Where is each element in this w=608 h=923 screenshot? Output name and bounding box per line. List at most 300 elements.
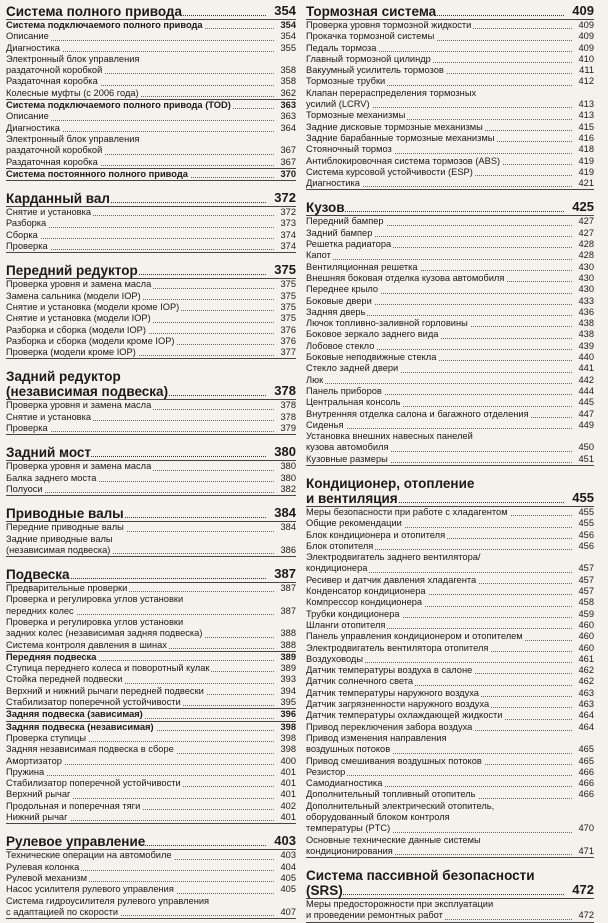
toc-section — [6, 369, 296, 435]
entry-page-number: 430 — [578, 284, 594, 295]
toc-entry[interactable] — [306, 262, 594, 273]
entry-label: Педаль тормоза — [306, 42, 377, 53]
toc-entry[interactable] — [306, 329, 594, 340]
entry-label: Диагностика — [306, 178, 360, 189]
entry-label: Переднее крыло — [306, 284, 379, 295]
entry-label: Снятие и установка (модели кроме IOP) — [6, 301, 180, 312]
toc-entry[interactable] — [6, 907, 296, 918]
entry-label: Центральная консоль — [306, 397, 401, 408]
entry-label: Главный тормозной цилиндр — [306, 53, 431, 64]
toc-entry[interactable] — [306, 228, 594, 239]
entry-label: Рулевой механизм — [6, 872, 88, 883]
toc-entry[interactable] — [6, 279, 296, 290]
toc-entry[interactable] — [306, 530, 594, 541]
toc-entry[interactable] — [6, 896, 296, 907]
entry-label: кузова автомобиля — [306, 442, 389, 453]
section-page-number: 384 — [274, 505, 296, 521]
entry-label: Электронный блок управления — [6, 53, 140, 64]
entry-label: Дополнительный электрический отопитель, — [306, 800, 495, 811]
entry-label: Снятие и установка — [6, 207, 92, 218]
entry-page-number: 363 — [280, 111, 296, 122]
toc-entry[interactable] — [306, 631, 594, 642]
entry-label: Блок кондиционера и отопителя — [306, 529, 446, 540]
toc-subsection-entry[interactable] — [6, 168, 296, 180]
section-title[interactable]: Тормозная система 409 — [306, 3, 594, 19]
entry-page-number: 438 — [578, 329, 594, 340]
toc-entry[interactable] — [6, 873, 296, 884]
toc-entry[interactable] — [306, 654, 594, 665]
toc-subsection-entry[interactable] — [6, 708, 296, 720]
toc-entry[interactable] — [306, 397, 594, 408]
toc-entry[interactable] — [306, 552, 594, 563]
toc-entry[interactable] — [6, 617, 296, 628]
entry-label: оборудованный блоком контроля — [306, 812, 450, 822]
entry-page-number: 428 — [578, 250, 594, 261]
section-title[interactable]: Система полного привода 354 — [6, 3, 296, 19]
entry-page-number: 472 — [578, 910, 594, 921]
toc-entry[interactable] — [306, 363, 594, 374]
entry-page-number: 374 — [280, 241, 296, 252]
toc-entry[interactable] — [6, 111, 296, 122]
toc-column-right — [306, 4, 594, 923]
toc-entry[interactable] — [306, 156, 594, 167]
toc-section — [6, 191, 296, 253]
entry-label: Сборка — [6, 229, 38, 240]
toc-entry[interactable] — [306, 239, 594, 250]
entry-page-number: 450 — [578, 442, 594, 453]
toc-entry[interactable] — [306, 609, 594, 620]
toc-section — [6, 834, 296, 919]
toc-entry[interactable] — [306, 586, 594, 597]
toc-entry[interactable] — [6, 347, 296, 358]
section-page-number: 378 — [274, 383, 296, 399]
toc-column-left — [6, 4, 296, 919]
entry-page-number: 444 — [578, 385, 594, 396]
toc-entry[interactable] — [6, 744, 296, 755]
entry-label: Кузовные размеры — [306, 453, 388, 464]
entry-label: Внутренняя отделка салона и багажного отделения — [306, 408, 529, 419]
entry-page-number: 449 — [578, 419, 594, 430]
toc-subsection-entry[interactable] — [6, 20, 296, 31]
toc-subsection-entry[interactable] — [6, 721, 296, 733]
section-title[interactable]: Рулевое управление 403 — [6, 833, 296, 850]
toc-entry[interactable] — [6, 134, 296, 145]
toc-entry[interactable] — [6, 88, 296, 99]
entry-page-number: 460 — [578, 619, 594, 630]
toc-entry[interactable] — [6, 207, 296, 218]
toc-entry[interactable] — [306, 167, 594, 178]
entry-page-number: 380 — [280, 461, 296, 472]
entry-page-number: 401 — [280, 812, 296, 823]
entry-page-number: 404 — [280, 861, 296, 872]
entry-page-number: 378 — [280, 400, 296, 411]
toc-entry[interactable] — [306, 88, 594, 99]
toc-entry[interactable] — [306, 899, 594, 910]
section-title[interactable]: Приводные валы 384 — [6, 505, 296, 522]
toc-entry[interactable] — [6, 43, 296, 54]
section-page-number: 387 — [274, 566, 296, 582]
entry-page-number: 389 — [280, 663, 296, 674]
toc-entry[interactable] — [306, 643, 594, 654]
toc-entry[interactable] — [306, 122, 594, 133]
entry-label: Привод переключения забора воздуха — [306, 721, 473, 732]
toc-entry[interactable] — [6, 218, 296, 229]
entry-label: Система подключаемого полного привода (TOD) — [6, 100, 231, 111]
toc-entry[interactable] — [6, 291, 296, 302]
toc-entry[interactable] — [306, 284, 594, 295]
toc-entry[interactable] — [306, 620, 594, 631]
toc-entry[interactable] — [306, 178, 594, 189]
toc-entry[interactable] — [306, 133, 594, 144]
toc-entry[interactable] — [6, 241, 296, 252]
section-page-number: 455 — [572, 489, 594, 505]
entry-label: Меры безопасности при работе с хладагентом — [306, 506, 508, 517]
entry-page-number: 412 — [578, 76, 594, 87]
entry-label: Датчик солнечного света — [306, 676, 414, 687]
entry-label: Ресивер и датчик давления хладагента — [306, 574, 477, 585]
entry-page-number: 393 — [280, 674, 296, 685]
entry-page-number: 395 — [280, 697, 296, 708]
entry-page-number: 386 — [280, 544, 296, 555]
entry-page-number: 362 — [280, 87, 296, 98]
entry-page-number: 410 — [578, 53, 594, 64]
toc-entry[interactable] — [6, 54, 296, 65]
toc-entry[interactable] — [6, 789, 296, 800]
entry-label: температуры (PTC) — [306, 823, 391, 834]
toc-entry[interactable] — [306, 846, 594, 857]
toc-entry[interactable] — [6, 325, 296, 336]
entry-label: Разборка и сборка (модели IOP) — [6, 324, 146, 335]
toc-entry[interactable] — [6, 812, 296, 823]
entry-page-number: 460 — [578, 642, 594, 653]
toc-entry[interactable] — [6, 400, 296, 411]
section-title[interactable]: Задний редуктор — [6, 369, 121, 385]
section-page-number: 472 — [572, 882, 594, 898]
toc-entry[interactable] — [306, 575, 594, 586]
toc-entry[interactable] — [306, 318, 594, 329]
toc-entry[interactable] — [6, 522, 296, 533]
toc-entry[interactable] — [6, 423, 296, 434]
entry-label: Резистор — [306, 766, 346, 777]
toc-entry[interactable] — [6, 756, 296, 767]
entry-label: Раздаточная коробка — [6, 156, 98, 167]
toc-entry[interactable] — [6, 801, 296, 812]
section-page-number: 403 — [274, 833, 296, 849]
entry-label: Описание — [6, 31, 49, 42]
toc-entry[interactable] — [6, 697, 296, 708]
toc-entry[interactable] — [306, 454, 594, 465]
entry-label: Лобовое стекло — [306, 340, 375, 351]
toc-entry[interactable] — [6, 545, 296, 556]
section-page-number: 380 — [274, 444, 296, 460]
toc-entry[interactable] — [6, 674, 296, 685]
toc-entry[interactable] — [306, 250, 594, 261]
entry-page-number: 367 — [280, 145, 296, 156]
toc-entry[interactable] — [6, 663, 296, 674]
entry-label: Проверка уровня и замена масла — [6, 461, 152, 472]
entry-label: Проверка (модели кроме IOP) — [6, 347, 136, 358]
entry-label: Шланги отопителя — [306, 619, 386, 630]
entry-label: Предварительные проверки — [6, 583, 128, 594]
entry-page-number: 411 — [579, 65, 594, 76]
toc-entry[interactable] — [306, 43, 594, 54]
toc-entry[interactable] — [6, 767, 296, 778]
entry-page-number: 458 — [578, 597, 594, 608]
toc-section — [6, 263, 296, 359]
toc-entry[interactable] — [306, 733, 594, 744]
entry-label: Электродвигатель заднего вентилятора/ — [306, 552, 481, 563]
entry-label: Задний бампер — [306, 227, 373, 238]
toc-entry[interactable] — [6, 778, 296, 789]
entry-page-number: 405 — [280, 884, 296, 895]
toc-entry[interactable] — [6, 145, 296, 156]
entry-label: Датчик температуры охлаждающей жидкости — [306, 710, 503, 721]
toc-entry[interactable] — [6, 336, 296, 347]
entry-page-number: 377 — [280, 347, 296, 358]
toc-entry[interactable] — [306, 20, 594, 31]
entry-label: Задняя независимая подвеска в сборе — [6, 744, 174, 755]
toc-entry[interactable] — [306, 216, 594, 227]
entry-page-number: 457 — [578, 574, 594, 585]
entry-page-number: 394 — [280, 685, 296, 696]
entry-page-number: 409 — [578, 42, 594, 53]
toc-entry[interactable] — [306, 431, 594, 442]
entry-page-number: 358 — [280, 65, 296, 76]
toc-entry[interactable] — [306, 54, 594, 65]
entry-label: Прокачка тормозной системы — [306, 31, 435, 42]
toc-entry[interactable] — [306, 144, 594, 155]
entry-label: Снятие и установка (модели IOP) — [6, 313, 151, 324]
toc-entry[interactable] — [306, 110, 594, 121]
entry-label: Проверка уровня и замена масла — [6, 279, 152, 290]
section-title[interactable]: Кондиционер, отопление — [306, 475, 475, 491]
toc-entry[interactable] — [6, 850, 296, 861]
toc-entry[interactable] — [306, 273, 594, 284]
toc-entry[interactable] — [306, 518, 594, 529]
toc-entry[interactable] — [306, 341, 594, 352]
toc-entry[interactable] — [6, 686, 296, 697]
entry-label: Датчик загрязненности наружного воздуха — [306, 699, 490, 710]
toc-entry[interactable] — [6, 76, 296, 87]
entry-label: Стабилизатор поперечной устойчивости — [6, 697, 181, 708]
entry-page-number: 439 — [578, 340, 594, 351]
section-title[interactable]: и вентиляция 455 — [306, 489, 594, 506]
entry-page-number: 419 — [578, 166, 594, 177]
entry-label: Ступица переднего колеса и поворотный кулак — [6, 663, 210, 674]
entry-label: Диагностика — [6, 122, 60, 133]
entry-label: Капот — [306, 250, 331, 261]
toc-entry[interactable] — [306, 699, 594, 710]
toc-entry[interactable] — [6, 594, 296, 605]
entry-label: Продольная и поперечная тяги — [6, 800, 141, 811]
toc-entry[interactable] — [306, 409, 594, 420]
entry-label: Решетка радиатора — [306, 239, 392, 250]
entry-label: Стабилизатор поперечной устойчивости — [6, 778, 181, 789]
toc-entry[interactable] — [6, 473, 296, 484]
toc-entry[interactable] — [306, 789, 594, 800]
entry-page-number: 375 — [280, 279, 296, 290]
toc-entry[interactable] — [306, 835, 594, 846]
entry-label: Люк — [306, 374, 324, 385]
toc-entry[interactable] — [306, 812, 594, 823]
toc-section — [306, 476, 594, 858]
entry-page-number: 463 — [578, 699, 594, 710]
entry-page-number: 375 — [280, 290, 296, 301]
entry-label: Нижний рычаг — [6, 812, 68, 823]
entry-label: Раздаточная коробка — [6, 76, 98, 87]
entry-label: Задняя подвеска (зависимая) — [6, 709, 143, 720]
toc-entry[interactable] — [6, 412, 296, 423]
toc-entry[interactable] — [306, 744, 594, 755]
entry-page-number: 364 — [280, 122, 296, 133]
toc-entry[interactable] — [6, 230, 296, 241]
toc-entry[interactable] — [306, 676, 594, 687]
toc-entry[interactable] — [306, 375, 594, 386]
entry-label: Общие рекомендации — [306, 518, 402, 529]
toc-entry[interactable] — [6, 733, 296, 744]
toc-entry[interactable] — [6, 65, 296, 76]
toc-entry[interactable] — [306, 442, 594, 453]
toc-entry[interactable] — [6, 461, 296, 472]
toc-entry[interactable] — [6, 862, 296, 873]
toc-entry[interactable] — [6, 640, 296, 651]
entry-label: Задняя подвеска (независимая) — [6, 721, 154, 732]
toc-entry[interactable] — [306, 756, 594, 767]
section-page-number: 354 — [274, 3, 296, 18]
entry-label: Электродвигатель вентилятора отопителя — [306, 642, 489, 653]
toc-entry[interactable] — [306, 665, 594, 676]
entry-page-number: 418 — [578, 144, 594, 155]
entry-page-number: 421 — [578, 178, 594, 189]
entry-page-number: 427 — [578, 227, 594, 238]
toc-entry[interactable] — [306, 507, 594, 518]
section-title[interactable]: Система пассивной безопасности — [306, 868, 535, 884]
toc-entry[interactable] — [306, 563, 594, 574]
entry-page-number: 451 — [578, 453, 594, 464]
toc-entry[interactable] — [6, 302, 296, 313]
toc-entry[interactable] — [306, 722, 594, 733]
toc-entry[interactable] — [306, 767, 594, 778]
toc-entry[interactable] — [6, 884, 296, 895]
toc-entry[interactable] — [306, 99, 594, 110]
entry-page-number: 447 — [578, 408, 594, 419]
toc-section — [6, 4, 296, 181]
toc-entry[interactable] — [306, 910, 594, 921]
entry-page-number: 407 — [280, 906, 296, 917]
section-title[interactable]: (независимая подвеска) 378 — [6, 383, 296, 400]
section-page-number: 409 — [572, 3, 594, 18]
entry-label: Передняя подвеска — [6, 651, 97, 662]
entry-page-number: 442 — [578, 374, 594, 385]
toc-entry[interactable] — [306, 541, 594, 552]
entry-label: Основные технические данные системы — [306, 834, 481, 845]
entry-label: Установка внешних навесных панелей — [306, 431, 473, 442]
toc-entry[interactable] — [6, 313, 296, 324]
entry-page-number: 374 — [280, 229, 296, 240]
toc-entry[interactable] — [6, 583, 296, 594]
entry-label: Проверка уровня и замена масла — [6, 400, 152, 411]
entry-page-number: 354 — [280, 31, 296, 42]
toc-entry[interactable] — [306, 307, 594, 318]
entry-page-number: 445 — [578, 397, 594, 408]
entry-page-number: 464 — [578, 710, 594, 721]
toc-entry[interactable] — [306, 31, 594, 42]
section-title[interactable]: Передний редуктор 375 — [6, 262, 296, 279]
entry-page-number: 376 — [280, 324, 296, 335]
toc-subsection-entry[interactable] — [6, 651, 296, 663]
entry-label: Задние дисковые тормозные механизмы — [306, 121, 483, 132]
entry-page-number: 401 — [280, 778, 296, 789]
entry-page-number: 465 — [578, 755, 594, 766]
toc-entry[interactable] — [6, 484, 296, 495]
entry-label: Конденсатор кондиционера — [306, 586, 426, 597]
toc-entry[interactable] — [6, 123, 296, 134]
section-title[interactable]: Подвеска 387 — [6, 566, 296, 583]
section-title[interactable]: (SRS) 472 — [306, 882, 594, 899]
entry-page-number: 441 — [578, 363, 594, 374]
toc-entry[interactable] — [306, 710, 594, 721]
toc-entry[interactable] — [306, 823, 594, 834]
toc-entry[interactable] — [306, 352, 594, 363]
toc-section — [6, 567, 296, 824]
entry-label: Стойка передней подвески — [6, 674, 123, 685]
toc-entry[interactable] — [306, 76, 594, 87]
entry-page-number: 398 — [280, 744, 296, 755]
toc-entry[interactable] — [6, 534, 296, 545]
entry-page-number: 430 — [578, 261, 594, 272]
entry-page-number: 427 — [578, 216, 594, 227]
entry-label: Передние приводные валы — [6, 522, 124, 533]
toc-entry[interactable] — [6, 157, 296, 168]
entry-page-number: 355 — [280, 42, 296, 53]
section-title[interactable]: Кузов 425 — [306, 199, 594, 216]
toc-entry[interactable] — [6, 31, 296, 42]
toc-entry[interactable] — [306, 688, 594, 699]
toc-section — [6, 506, 296, 557]
entry-label: задних колес (независимая задняя подвеска) — [6, 628, 203, 639]
entry-label: Амортизатор — [6, 755, 62, 766]
entry-label: Проверка и регулировка углов установки — [6, 616, 184, 627]
entry-label: кондиционирования — [306, 845, 393, 856]
toc-entry[interactable] — [306, 420, 594, 431]
toc-entry[interactable] — [6, 628, 296, 639]
entry-page-number: 398 — [280, 721, 296, 732]
entry-label: Проверка ступицы — [6, 732, 87, 743]
toc-entry[interactable] — [306, 801, 594, 812]
toc-entry[interactable] — [306, 597, 594, 608]
entry-label: Воздуховоды — [306, 653, 364, 664]
entry-page-number: 370 — [280, 168, 296, 179]
entry-page-number: 387 — [280, 605, 296, 616]
entry-page-number: 462 — [578, 665, 594, 676]
entry-label: Разборка и сборка (модели кроме IOP) — [6, 335, 175, 346]
entry-label: Рулевая колонка — [6, 861, 80, 872]
toc-entry[interactable] — [306, 65, 594, 76]
entry-label: Компрессор кондиционера — [306, 597, 423, 608]
entry-page-number: 375 — [280, 301, 296, 312]
toc-entry[interactable] — [6, 606, 296, 617]
toc-subsection-entry[interactable] — [6, 99, 296, 111]
toc-entry[interactable] — [306, 386, 594, 397]
toc-entry[interactable] — [306, 296, 594, 307]
entry-label: Технические операции на автомобиле — [6, 850, 172, 861]
entry-page-number: 380 — [280, 472, 296, 483]
section-title[interactable]: Карданный вал 372 — [6, 190, 296, 207]
entry-page-number: 398 — [280, 732, 296, 743]
entry-label: Тормозные трубки — [306, 76, 386, 87]
section-title[interactable]: Задний мост 380 — [6, 444, 296, 461]
toc-entry[interactable] — [306, 778, 594, 789]
